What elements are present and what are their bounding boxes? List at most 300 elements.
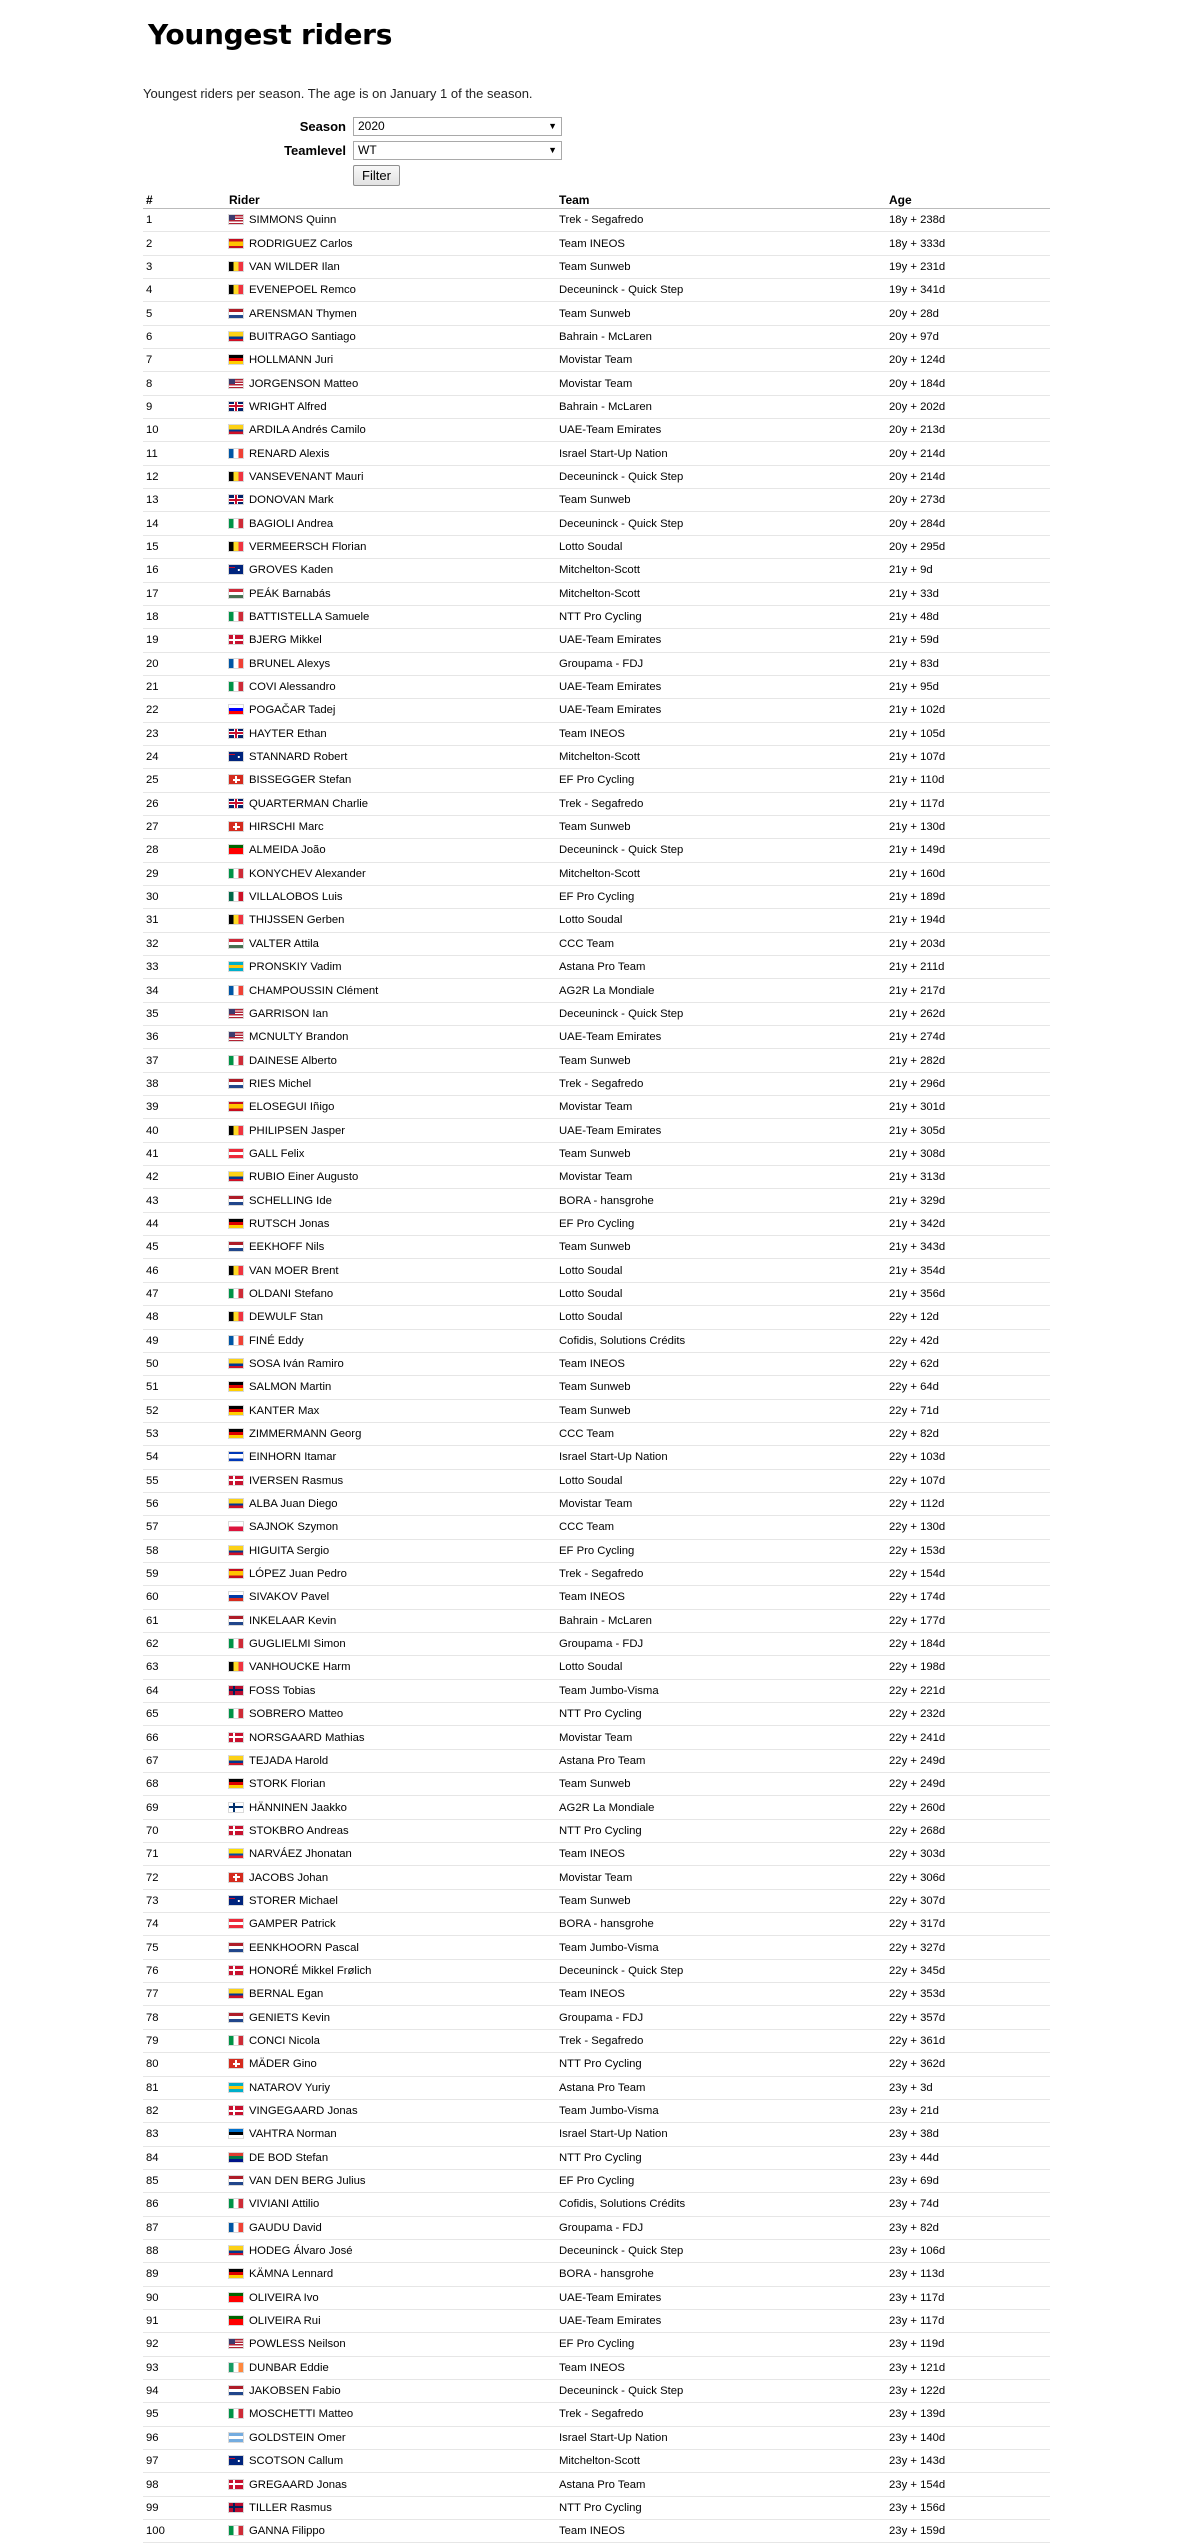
rider-link[interactable]: VAHTRA Norman [249,2128,337,2141]
rider-link[interactable]: MCNULTY Brandon [249,1031,349,1044]
team-link[interactable]: Mitchelton-Scott [559,564,640,577]
rider-link[interactable]: RENARD Alexis [249,447,330,460]
team-link[interactable]: NTT Pro Cycling [559,2501,642,2514]
team-cell [556,2379,886,2402]
age-cell: 21y + 343d [886,1236,1050,1259]
team-link[interactable]: AG2R La Mondiale [559,984,655,997]
season-select[interactable] [353,117,562,136]
team-link[interactable]: Movistar Team [559,1871,633,1884]
team-link[interactable]: EF Pro Cycling [559,774,635,787]
rider-cell [226,2099,556,2122]
age-cell: 22y + 42d [886,1329,1050,1352]
rider-link[interactable]: ARDILA Andrés Camilo [249,424,366,437]
table-row [143,2309,1050,2332]
team-link[interactable]: Movistar Team [559,1171,633,1184]
rider-link[interactable]: PHILIPSEN Jasper [249,1124,346,1137]
rider-link[interactable]: RODRIGUEZ Carlos [249,237,353,250]
team-link[interactable]: Groupama - FDJ [559,2011,644,2024]
rider-link[interactable]: VILLALOBOS Luis [249,891,343,904]
team-link[interactable]: NTT Pro Cycling [559,1824,642,1837]
age-cell: 22y + 303d [886,1843,1050,1866]
rider-link[interactable]: DE BOD Stefan [249,2151,329,2164]
table-row [143,2450,1050,2473]
rank-cell: 23 [143,722,226,745]
age-cell: 18y + 333d [886,232,1050,255]
team-link[interactable]: EF Pro Cycling [559,891,635,904]
rider-cell [226,1282,556,1305]
team-link[interactable]: Israel Start-Up Nation [559,2128,668,2141]
rider-link[interactable]: VANHOUCKE Harm [249,1661,351,1674]
rider-link[interactable]: BJERG Mikkel [249,634,322,647]
team-link[interactable]: UAE-Team Emirates [559,634,662,647]
teamlevel-select[interactable] [353,141,562,160]
rider-link[interactable]: HIRSCHI Marc [249,821,324,834]
team-link[interactable]: Israel Start-Up Nation [559,2431,668,2444]
team-cell [556,1212,886,1235]
team-link[interactable]: Groupama - FDJ [559,1638,644,1651]
age-cell: 23y + 139d [886,2403,1050,2426]
age-cell: 22y + 174d [886,1586,1050,1609]
team-cell [556,1562,886,1585]
team-cell [556,1983,886,2006]
rider-link[interactable]: IVERSEN Rasmus [249,1474,344,1487]
table-row [143,2403,1050,2426]
rider-link[interactable]: GAUDU David [249,2221,322,2234]
rider-link[interactable]: GREGAARD Jonas [249,2478,347,2491]
team-link[interactable]: Mitchelton-Scott [559,587,640,600]
rider-link[interactable]: TILLER Rasmus [249,2501,332,2514]
table-row [143,839,1050,862]
team-link[interactable]: Lotto Soudal [559,1661,623,1674]
team-cell [556,885,886,908]
country-flag-icon [229,1919,243,1928]
rider-link[interactable]: DAINESE Alberto [249,1054,337,1067]
rider-link[interactable]: POGAČAR Tadej [249,704,336,717]
team-link[interactable]: UAE-Team Emirates [559,424,662,437]
rider-link[interactable]: THIJSSEN Gerben [249,914,345,927]
rider-link[interactable]: GENIETS Kevin [249,2011,330,2024]
rider-link[interactable]: MOSCHETTI Matteo [249,2408,354,2421]
rider-link[interactable]: POWLESS Neilson [249,2338,346,2351]
country-flag-icon [229,2316,243,2325]
team-link[interactable]: Deceuninck - Quick Step [559,2385,684,2398]
country-flag-icon [229,355,243,364]
age-cell: 22y + 107d [886,1469,1050,1492]
rider-cell [226,675,556,698]
rider-link[interactable]: EVENEPOEL Remco [249,284,356,297]
rider-link[interactable]: SIMMONS Quinn [249,214,337,227]
rider-link[interactable]: GANNA Filippo [249,2525,325,2538]
rider-link[interactable]: BAGIOLI Andrea [249,517,334,530]
team-link[interactable]: Groupama - FDJ [559,657,644,670]
country-flag-icon [229,2456,243,2465]
rider-link[interactable]: ARENSMAN Thymen [249,307,357,320]
team-cell [556,1306,886,1329]
country-flag-icon [229,1242,243,1251]
rider-link[interactable]: GROVES Kaden [249,564,334,577]
team-cell [556,1913,886,1936]
rider-cell [226,1843,556,1866]
team-link[interactable]: Lotto Soudal [559,1287,623,1300]
team-link[interactable]: Cofidis, Solutions Crédits [559,1334,686,1347]
team-cell [556,1819,886,1842]
team-link[interactable]: Deceuninck - Quick Step [559,470,684,483]
team-link[interactable]: UAE-Team Emirates [559,704,662,717]
rider-link[interactable]: JACOBS Johan [249,1871,329,1884]
team-link[interactable]: Team Sunweb [559,260,631,273]
team-link[interactable]: Team Jumbo-Visma [559,1941,659,1954]
rider-link[interactable]: STANNARD Robert [249,751,348,764]
table-row [143,209,1050,232]
team-link[interactable]: Lotto Soudal [559,914,623,927]
team-link[interactable]: Movistar Team [559,377,633,390]
table-row [143,1983,1050,2006]
team-link[interactable]: Team Sunweb [559,1778,631,1791]
rider-link[interactable]: SCOTSON Callum [249,2455,344,2468]
rider-link[interactable]: JORGENSON Matteo [249,377,359,390]
rider-link[interactable]: NORSGAARD Mathias [249,1731,365,1744]
rider-link[interactable]: BRUNEL Alexys [249,657,331,670]
team-link[interactable]: Bahrain - McLaren [559,400,652,413]
team-link[interactable]: Cofidis, Solutions Crédits [559,2198,686,2211]
rider-link[interactable]: GAMPER Patrick [249,1918,336,1931]
country-flag-icon [229,542,243,551]
rank-cell: 35 [143,1002,226,1025]
team-link[interactable]: Trek - Segafredo [559,2034,644,2047]
table-row [143,2216,1050,2239]
team-link[interactable]: AG2R La Mondiale [559,1801,655,1814]
team-link[interactable]: Team Sunweb [559,1147,631,1160]
rider-link[interactable]: OLIVEIRA Ivo [249,2291,319,2304]
team-link[interactable]: Israel Start-Up Nation [559,447,668,460]
rider-link[interactable]: SOSA Iván Ramiro [249,1358,344,1371]
rider-cell [226,2193,556,2216]
country-flag-icon [229,845,243,854]
country-flag-icon [229,775,243,784]
team-link[interactable]: Team INEOS [559,727,625,740]
team-link[interactable]: NTT Pro Cycling [559,611,642,624]
table-row [143,1819,1050,1842]
team-link[interactable]: BORA - hansgrohe [559,1918,654,1931]
rider-cell [226,1866,556,1889]
rider-link[interactable]: SCHELLING Ide [249,1194,332,1207]
rider-link[interactable]: OLIVEIRA Rui [249,2315,321,2328]
rider-link[interactable]: QUARTERMAN Charlie [249,797,369,810]
table-row [143,1959,1050,1982]
team-cell [556,1376,886,1399]
rider-link[interactable]: VALTER Attila [249,937,319,950]
country-flag-icon [229,2083,243,2092]
country-flag-icon [229,1312,243,1321]
rider-link[interactable]: STOKBRO Andreas [249,1824,349,1837]
rider-link[interactable]: TEJADA Harold [249,1754,329,1767]
team-link[interactable]: UAE-Team Emirates [559,2315,662,2328]
rider-link[interactable]: BATTISTELLA Samuele [249,611,370,624]
rider-link[interactable]: BERNAL Egan [249,1988,324,2001]
age-cell: 22y + 153d [886,1539,1050,1562]
team-link[interactable]: Movistar Team [559,1498,633,1511]
rank-cell: 1 [143,209,226,232]
rider-link[interactable]: HODEG Álvaro José [249,2245,353,2258]
rider-link[interactable]: STORER Michael [249,1894,338,1907]
rider-link[interactable]: HIGUITA Sergio [249,1544,330,1557]
rider-link[interactable]: GALL Felix [249,1147,305,1160]
team-link[interactable]: Deceuninck - Quick Step [559,844,684,857]
team-link[interactable]: CCC Team [559,1428,615,1441]
table-row [143,2146,1050,2169]
age-cell: 23y + 143d [886,2450,1050,2473]
rider-link[interactable]: VAN MOER Brent [249,1264,339,1277]
team-link[interactable]: Lotto Soudal [559,540,623,553]
rider-link[interactable]: SOBRERO Matteo [249,1708,344,1721]
rider-link[interactable]: DUNBAR Eddie [249,2361,329,2374]
team-link[interactable]: Team INEOS [559,1988,625,2001]
team-link[interactable]: Team INEOS [559,237,625,250]
rider-link[interactable]: HONORÉ Mikkel Frølich [249,1964,372,1977]
rider-cell [226,2379,556,2402]
team-cell [556,2053,886,2076]
rank-cell: 96 [143,2426,226,2449]
table-row [143,1469,1050,1492]
team-cell [556,1236,886,1259]
rider-link[interactable]: SALMON Martin [249,1381,332,1394]
rider-link[interactable]: SAJNOK Szymon [249,1521,339,1534]
team-link[interactable]: NTT Pro Cycling [559,2151,642,2164]
rank-cell: 43 [143,1189,226,1212]
team-link[interactable]: Team Sunweb [559,1381,631,1394]
team-link[interactable]: Deceuninck - Quick Step [559,284,684,297]
rider-link[interactable]: GUGLIELMI Simon [249,1638,346,1651]
rider-cell [226,1819,556,1842]
team-link[interactable]: Team Jumbo-Visma [559,2105,659,2118]
team-cell [556,512,886,535]
team-link[interactable]: Bahrain - McLaren [559,330,652,343]
rider-link[interactable]: RUBIO Einer Augusto [249,1171,359,1184]
country-flag-icon [229,1499,243,1508]
rider-cell [226,2123,556,2146]
table-row [143,2520,1050,2543]
rank-cell: 39 [143,1096,226,1119]
rider-link[interactable]: ALBA Juan Diego [249,1498,338,1511]
rider-link[interactable]: RUTSCH Jonas [249,1217,330,1230]
age-cell: 22y + 221d [886,1679,1050,1702]
rider-link[interactable]: EEKHOFF Nils [249,1241,325,1254]
team-link[interactable]: BORA - hansgrohe [559,1194,654,1207]
team-link[interactable]: UAE-Team Emirates [559,1031,662,1044]
team-link[interactable]: EF Pro Cycling [559,2175,635,2188]
team-link[interactable]: Trek - Segafredo [559,1568,644,1581]
team-link[interactable]: Team INEOS [559,2525,625,2538]
age-cell: 20y + 295d [886,535,1050,558]
table-row [143,2053,1050,2076]
rider-link[interactable]: DEWULF Stan [249,1311,324,1324]
rider-link[interactable]: PRONSKIY Vadim [249,961,342,974]
rider-cell [226,535,556,558]
rider-link[interactable]: GARRISON Ian [249,1007,329,1020]
dropdown-arrow-icon: ▼ [548,121,557,131]
season-label: Season [299,119,346,134]
rider-cell [226,1049,556,1072]
team-link[interactable]: Team INEOS [559,1848,625,1861]
rider-link[interactable]: BISSEGGER Stefan [249,774,352,787]
rank-cell: 31 [143,909,226,932]
team-link[interactable]: Bahrain - McLaren [559,1614,652,1627]
team-link[interactable]: Astana Pro Team [559,2081,646,2094]
team-link[interactable]: Team Sunweb [559,1054,631,1067]
team-link[interactable]: Team Sunweb [559,1241,631,1254]
team-cell [556,629,886,652]
rider-link[interactable]: CHAMPOUSSIN Clément [249,984,379,997]
rank-cell: 78 [143,2006,226,2029]
rider-link[interactable]: INKELAAR Kevin [249,1614,337,1627]
rider-link[interactable]: FINÉ Eddy [249,1334,304,1347]
rider-link[interactable]: VAN DEN BERG Julius [249,2175,366,2188]
team-link[interactable]: Deceuninck - Quick Step [559,1007,684,1020]
rider-link[interactable]: RIES Michel [249,1077,312,1090]
rider-link[interactable]: GOLDSTEIN Omer [249,2431,346,2444]
rider-link[interactable]: JAKOBSEN Fabio [249,2385,341,2398]
team-link[interactable]: Deceuninck - Quick Step [559,517,684,530]
team-link[interactable]: Mitchelton-Scott [559,751,640,764]
team-link[interactable]: Trek - Segafredo [559,214,644,227]
team-link[interactable]: Israel Start-Up Nation [559,1451,668,1464]
team-link[interactable]: Astana Pro Team [559,961,646,974]
team-cell [556,1726,886,1749]
team-link[interactable]: Astana Pro Team [559,2478,646,2491]
team-cell [556,1026,886,1049]
team-link[interactable]: Trek - Segafredo [559,1077,644,1090]
team-link[interactable]: Team Sunweb [559,494,631,507]
rider-link[interactable]: EINHORN Itamar [249,1451,337,1464]
rider-link[interactable]: FOSS Tobias [249,1684,316,1697]
team-link[interactable]: Team Sunweb [559,1404,631,1417]
country-flag-icon [229,2013,243,2022]
rank-cell: 14 [143,512,226,535]
team-link[interactable]: Team INEOS [559,1358,625,1371]
rider-cell [226,2239,556,2262]
team-link[interactable]: Lotto Soudal [559,1264,623,1277]
team-cell [556,1773,886,1796]
rider-link[interactable]: HAYTER Ethan [249,727,327,740]
team-link[interactable]: Trek - Segafredo [559,2408,644,2421]
team-link[interactable]: Mitchelton-Scott [559,2455,640,2468]
rider-link[interactable]: VANSEVENANT Mauri [249,470,364,483]
rider-link[interactable]: HÄNNINEN Jaakko [249,1801,347,1814]
country-flag-icon [229,1219,243,1228]
team-link[interactable]: Team Sunweb [559,307,631,320]
age-cell: 21y + 274d [886,1026,1050,1049]
rider-link[interactable]: VAN WILDER Ilan [249,260,340,273]
age-cell: 21y + 9d [886,559,1050,582]
team-link[interactable]: Lotto Soudal [559,1474,623,1487]
team-link[interactable]: NTT Pro Cycling [559,1708,642,1721]
team-link[interactable]: Groupama - FDJ [559,2221,644,2234]
team-link[interactable]: Deceuninck - Quick Step [559,2245,684,2258]
team-link[interactable]: Team Sunweb [559,821,631,834]
country-flag-icon [229,1149,243,1158]
rider-link[interactable]: OLDANI Stefano [249,1287,334,1300]
rider-link[interactable]: ZIMMERMANN Georg [249,1428,362,1441]
rider-link[interactable]: LÓPEZ Juan Pedro [249,1568,347,1581]
team-link[interactable]: EF Pro Cycling [559,1217,635,1230]
rider-cell [226,956,556,979]
filter-button[interactable]: Filter [353,165,400,186]
team-link[interactable]: Movistar Team [559,354,633,367]
rider-link[interactable]: VINGEGAARD Jonas [249,2105,358,2118]
country-flag-icon [229,1196,243,1205]
team-link[interactable]: Lotto Soudal [559,1311,623,1324]
team-link[interactable]: CCC Team [559,937,615,950]
age-cell: 22y + 345d [886,1959,1050,1982]
team-link[interactable]: Astana Pro Team [559,1754,646,1767]
rider-link[interactable]: MÄDER Gino [249,2058,317,2071]
rider-link[interactable]: KONYCHEV Alexander [249,867,366,880]
rider-cell [226,1983,556,2006]
team-link[interactable]: Deceuninck - Quick Step [559,1964,684,1977]
team-link[interactable]: Trek - Segafredo [559,797,644,810]
rider-link[interactable]: VIVIANI Attilio [249,2198,320,2211]
rider-link[interactable]: SIVAKOV Pavel [249,1591,330,1604]
country-flag-icon [229,635,243,644]
country-flag-icon [229,495,243,504]
rider-link[interactable]: COVI Alessandro [249,681,336,694]
rider-link[interactable]: KÄMNA Lennard [249,2268,334,2281]
rider-link[interactable]: ELOSEGUI Iñigo [249,1101,335,1114]
table-row [143,2076,1050,2099]
age-cell: 21y + 149d [886,839,1050,862]
table-row [143,2123,1050,2146]
rider-link[interactable]: NARVÁEZ Jhonatan [249,1848,352,1861]
rider-cell [226,885,556,908]
team-cell [556,2146,886,2169]
team-link[interactable]: Mitchelton-Scott [559,867,640,880]
rider-link[interactable]: NATAROV Yuriy [249,2081,330,2094]
rider-link[interactable]: VERMEERSCH Florian [249,540,367,553]
table-row [143,792,1050,815]
country-flag-icon [229,589,243,598]
team-link[interactable]: Team INEOS [559,1591,625,1604]
rider-link[interactable]: PEÁK Barnabás [249,587,331,600]
team-link[interactable]: CCC Team [559,1521,615,1534]
rider-link[interactable]: HOLLMANN Juri [249,354,334,367]
rider-link[interactable]: BUITRAGO Santiago [249,330,356,343]
rider-link[interactable]: CONCI Nicola [249,2034,320,2047]
team-cell [556,489,886,512]
rider-link[interactable]: EENKHOORN Pascal [249,1941,359,1954]
country-flag-icon [229,309,243,318]
team-link[interactable]: NTT Pro Cycling [559,2058,642,2071]
rider-link[interactable]: WRIGHT Alfred [249,400,327,413]
age-cell: 20y + 214d [886,442,1050,465]
country-flag-icon [229,285,243,294]
team-link[interactable]: Team Sunweb [559,1894,631,1907]
rider-link[interactable]: STORK Florian [249,1778,326,1791]
team-link[interactable]: Movistar Team [559,1101,633,1114]
team-link[interactable]: UAE-Team Emirates [559,1124,662,1137]
age-cell: 20y + 202d [886,395,1050,418]
team-link[interactable]: EF Pro Cycling [559,2338,635,2351]
team-link[interactable]: UAE-Team Emirates [559,2291,662,2304]
team-link[interactable]: BORA - hansgrohe [559,2268,654,2281]
rider-link[interactable]: ALMEIDA João [249,844,326,857]
team-link[interactable]: Team INEOS [559,2361,625,2374]
rider-link[interactable]: DONOVAN Mark [249,494,334,507]
rider-link[interactable]: KANTER Max [249,1404,320,1417]
team-link[interactable]: Movistar Team [559,1731,633,1744]
team-link[interactable]: UAE-Team Emirates [559,681,662,694]
team-link[interactable]: EF Pro Cycling [559,1544,635,1557]
team-link[interactable]: Team Jumbo-Visma [559,1684,659,1697]
